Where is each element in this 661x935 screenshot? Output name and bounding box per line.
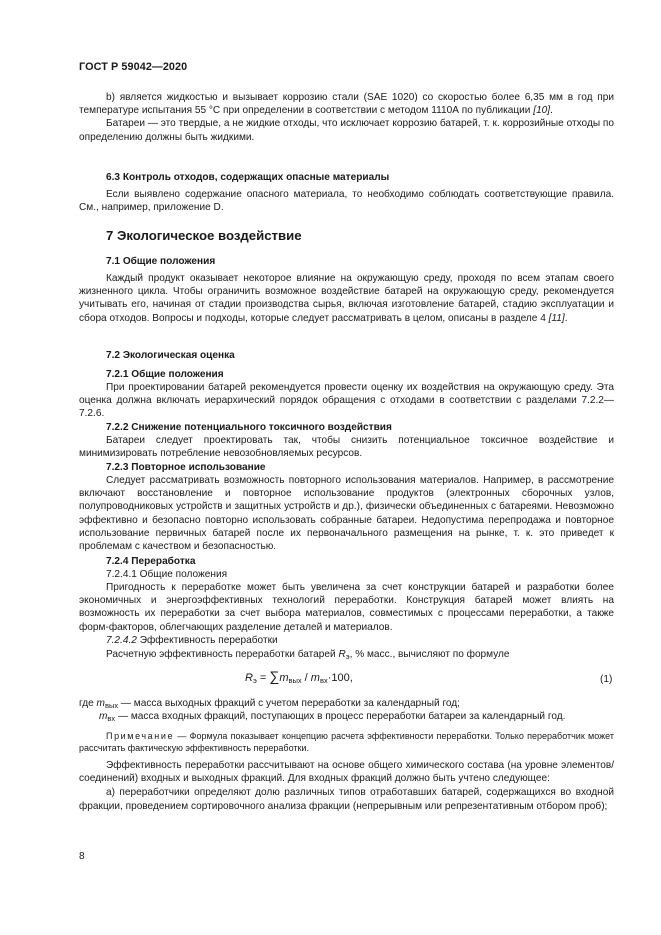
section-7-title: 7 Экологическое воздействие [106, 228, 302, 243]
section-7-2-1-text: При проектировании батарей рекомендуется провести оценку их воздействия на окружающую среду. Эта оценка должна включать иерархический порядок обращения с отходами в соответствии с разделами 7.2.2—7.2.6. [79, 382, 614, 420]
section-7-2-3-text: Следует рассматривать возможность повторного использования материалов. Например, в рассмотрение включают восстановление и повторное использование продуктов (электронных сборочных узлов, полупроводниковых устройств и защитных устройств и др.), физически объединенных с батареями. Невозможно эффективно и безопасно повторно использовать собранные батареи. Недопустима перепродажа и повторное использование первичных батарей после их первоначального размещения на рынке, т. к. это приведет к проблемам с качеством и безопасностью. [79, 475, 614, 553]
section-7-2-4-1-text: Пригодность к переработке может быть увеличена за счет конструкции батарей и разработки более экономичных и энергоэффективных технологий переработки. Конструкция батарей может влиять на возможность их переработки за счет выбора материалов, совместимых с процессами переработки, а также форм-факторов, облегчающих разделение деталей и материалов. [79, 582, 614, 633]
item-a-text: а) переработчики определяют долю различных типов отработавших батарей, содержащихся во входной фракции, проведением сортировочного анализа фракции (непрерывным или репрезентативным отбором проб); [79, 787, 614, 812]
section-7-1-title: 7.1 Общие положения [106, 256, 216, 267]
section-7-2-3-title: 7.2.3 Повторное использование [106, 462, 266, 473]
formula-1: $R_э = \sum m_{вых} / m_{вх}\cdot 100$, [245, 668, 353, 685]
section-7-1-block [79, 272, 614, 325]
section-7-2-2-text: Батареи следует проектировать так, чтобы снизить потенциальное токсичное воздействие и минимизировать потребление невозобновляемых ресурсов. [79, 435, 614, 460]
note-block [79, 730, 614, 754]
section-7-2-1-title: 7.2.1 Общие положения [106, 369, 224, 380]
note-text: Примечание — Формула показывает концепцию расчета эффективности переработки. Только переработчик может рассчитать фактическую эффективность переработки. [79, 731, 614, 753]
where-output: где $m_{вых}$ — масса выходных фракций с учетом переработки за календарный год; [79, 698, 460, 710]
section-7-2-2-block [79, 434, 614, 460]
page-number: 8 [79, 851, 85, 862]
section-6-3-block [79, 188, 614, 214]
paragraph-b-block [79, 91, 614, 144]
paragraph-b: b) является жидкостью и вызывает коррозию стали (SAE 1020) со скоростью более 6,35 мм в год при температуре испытания 55 °С при определении в соответствии с методом 1110А по публикации [10]. [79, 92, 614, 117]
section-7-2-4-2-title: 7.2.4.2 Эффективность переработки [106, 635, 278, 646]
standard-header: ГОСТ Р 59042—2020 [79, 61, 188, 73]
section-6-3-text: Если выявлено содержание опасного материала, то необходимо соблюдать соответствующие правила. См., например, приложение D. [79, 189, 614, 214]
section-7-2-1-block [79, 381, 614, 421]
section-6-3-title: 6.3 Контроль отходов, содержащих опасные материалы [106, 172, 390, 183]
formula-number: (1) [600, 674, 613, 685]
section-7-2-2-title: 7.2.2 Снижение потенциального токсичного воздействия [106, 422, 392, 433]
reference-10: [10] [533, 105, 551, 117]
note-label: Примечание [106, 731, 175, 741]
paragraph-batteries: Батареи — это твердые, а не жидкие отходы, что исключает коррозию батарей, т. к. коррозийные отходы по определению должны быть жидкими. [79, 118, 614, 143]
section-7-1-text: Каждый продукт оказывает некоторое влияние на окружающую среду, проходя по всем этапам своего жизненного цикла. Чтобы ограничить возможное воздействие батарей на окружающую среду, рекомендуется учитывать его, начиная от стадии производства сырья, включая изготовление батарей, стадию эксплуатации и сбора отходов. Вопросы и подходы, которые следует рассматривать в целом, описаны в разделе 4 [11]. [79, 273, 614, 324]
section-7-2-4-title: 7.2.4 Переработка [106, 556, 196, 567]
efficiency-text: Эффективность переработки рассчитывают на основе общего химического состава (на уровне элементов/соединений) входных и выходных фракций. Для входных фракций должно быть учтено следующее: [79, 760, 614, 785]
formula-intro: Расчетную эффективность переработки батарей $R_э$, % масс., вычисляют по формуле [106, 649, 510, 661]
section-7-2-4-1-title: 7.2.4.1 Общие положения [106, 569, 228, 580]
efficiency-block [79, 759, 614, 813]
section-7-2-3-block [79, 474, 614, 553]
reference-11: [11] [548, 312, 565, 324]
where-input: $m_{вх}$ — масса входных фракций, поступающих в процесс переработки батареи за календарный год. [99, 711, 566, 723]
section-7-2-4-1-block [79, 581, 614, 634]
section-7-2-title: 7.2 Экологическая оценка [106, 350, 235, 361]
